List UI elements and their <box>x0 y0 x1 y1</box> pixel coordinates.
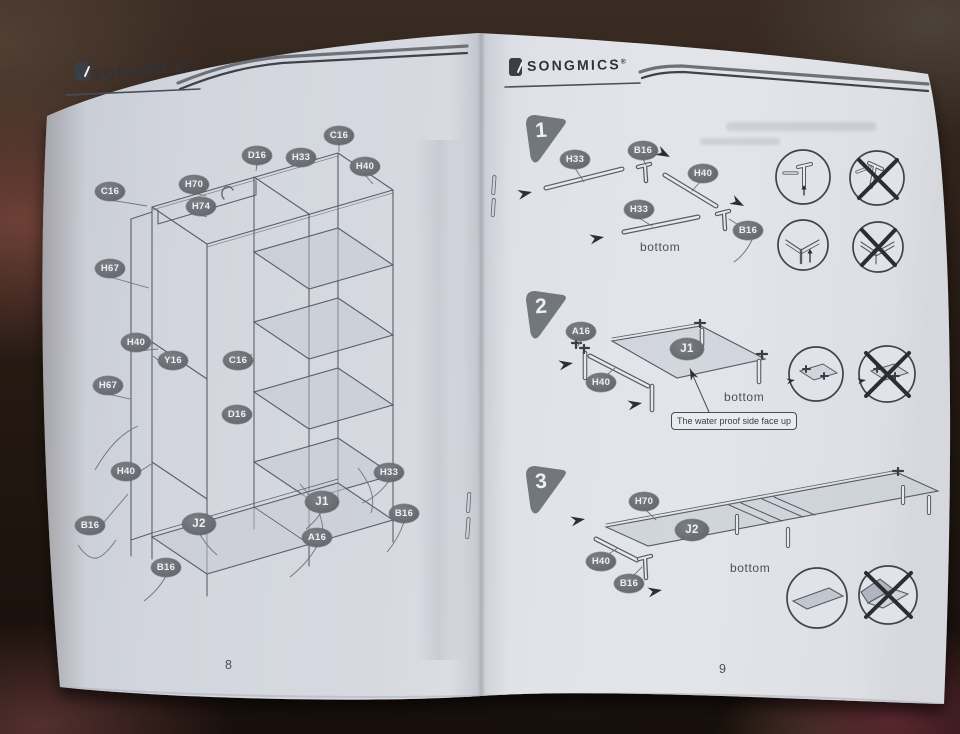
part-label: D16 <box>242 146 272 165</box>
part-label: A16 <box>566 322 596 341</box>
part-label: H33 <box>374 463 404 482</box>
part-label: B16 <box>614 574 644 593</box>
step2-caption: bottom <box>724 390 765 404</box>
brand-right-text: SONGMICS <box>526 56 621 74</box>
part-label: J2 <box>675 519 709 541</box>
part-label: H40 <box>350 157 380 176</box>
brand-left-text: SONGMICS <box>91 58 187 83</box>
part-label: J1 <box>305 491 339 513</box>
brand-left-reg: ® <box>185 60 191 68</box>
part-label: H33 <box>286 148 316 167</box>
page-number-right: 9 <box>719 662 726 676</box>
brand-right <box>527 56 626 74</box>
part-label: H70 <box>179 175 209 194</box>
step3-caption: bottom <box>730 561 771 575</box>
step1-caption: bottom <box>640 240 681 254</box>
step3-number: 3 <box>534 469 548 494</box>
part-label: B16 <box>151 558 181 577</box>
part-label: B16 <box>389 504 419 523</box>
part-label: H33 <box>624 200 654 219</box>
step1-number: 1 <box>534 118 548 143</box>
part-label: H40 <box>121 333 151 352</box>
waterproof-callout: The water proof side face up <box>671 412 797 430</box>
part-label: H40 <box>688 164 718 183</box>
part-label: H40 <box>586 552 616 571</box>
part-label: H74 <box>186 197 216 216</box>
part-label: B16 <box>628 141 658 160</box>
part-label: B16 <box>733 221 763 240</box>
part-label: H67 <box>95 259 125 278</box>
part-label: H40 <box>111 462 141 481</box>
part-label: H70 <box>629 492 659 511</box>
brand-right-reg: ® <box>620 58 627 66</box>
part-label: Y16 <box>158 351 188 370</box>
page-number-left: 8 <box>225 658 232 672</box>
part-label: H40 <box>586 373 616 392</box>
part-label: H67 <box>93 376 123 395</box>
part-label: C16 <box>223 351 253 370</box>
part-label: H33 <box>560 150 590 169</box>
part-label: A16 <box>302 528 332 547</box>
part-label: J1 <box>670 338 704 360</box>
part-label: C16 <box>95 182 125 201</box>
part-label: J2 <box>182 513 216 535</box>
part-label: B16 <box>75 516 105 535</box>
table-grain-line <box>330 700 332 734</box>
part-label: C16 <box>324 126 354 145</box>
step2-number: 2 <box>534 294 548 319</box>
part-label: D16 <box>222 405 252 424</box>
